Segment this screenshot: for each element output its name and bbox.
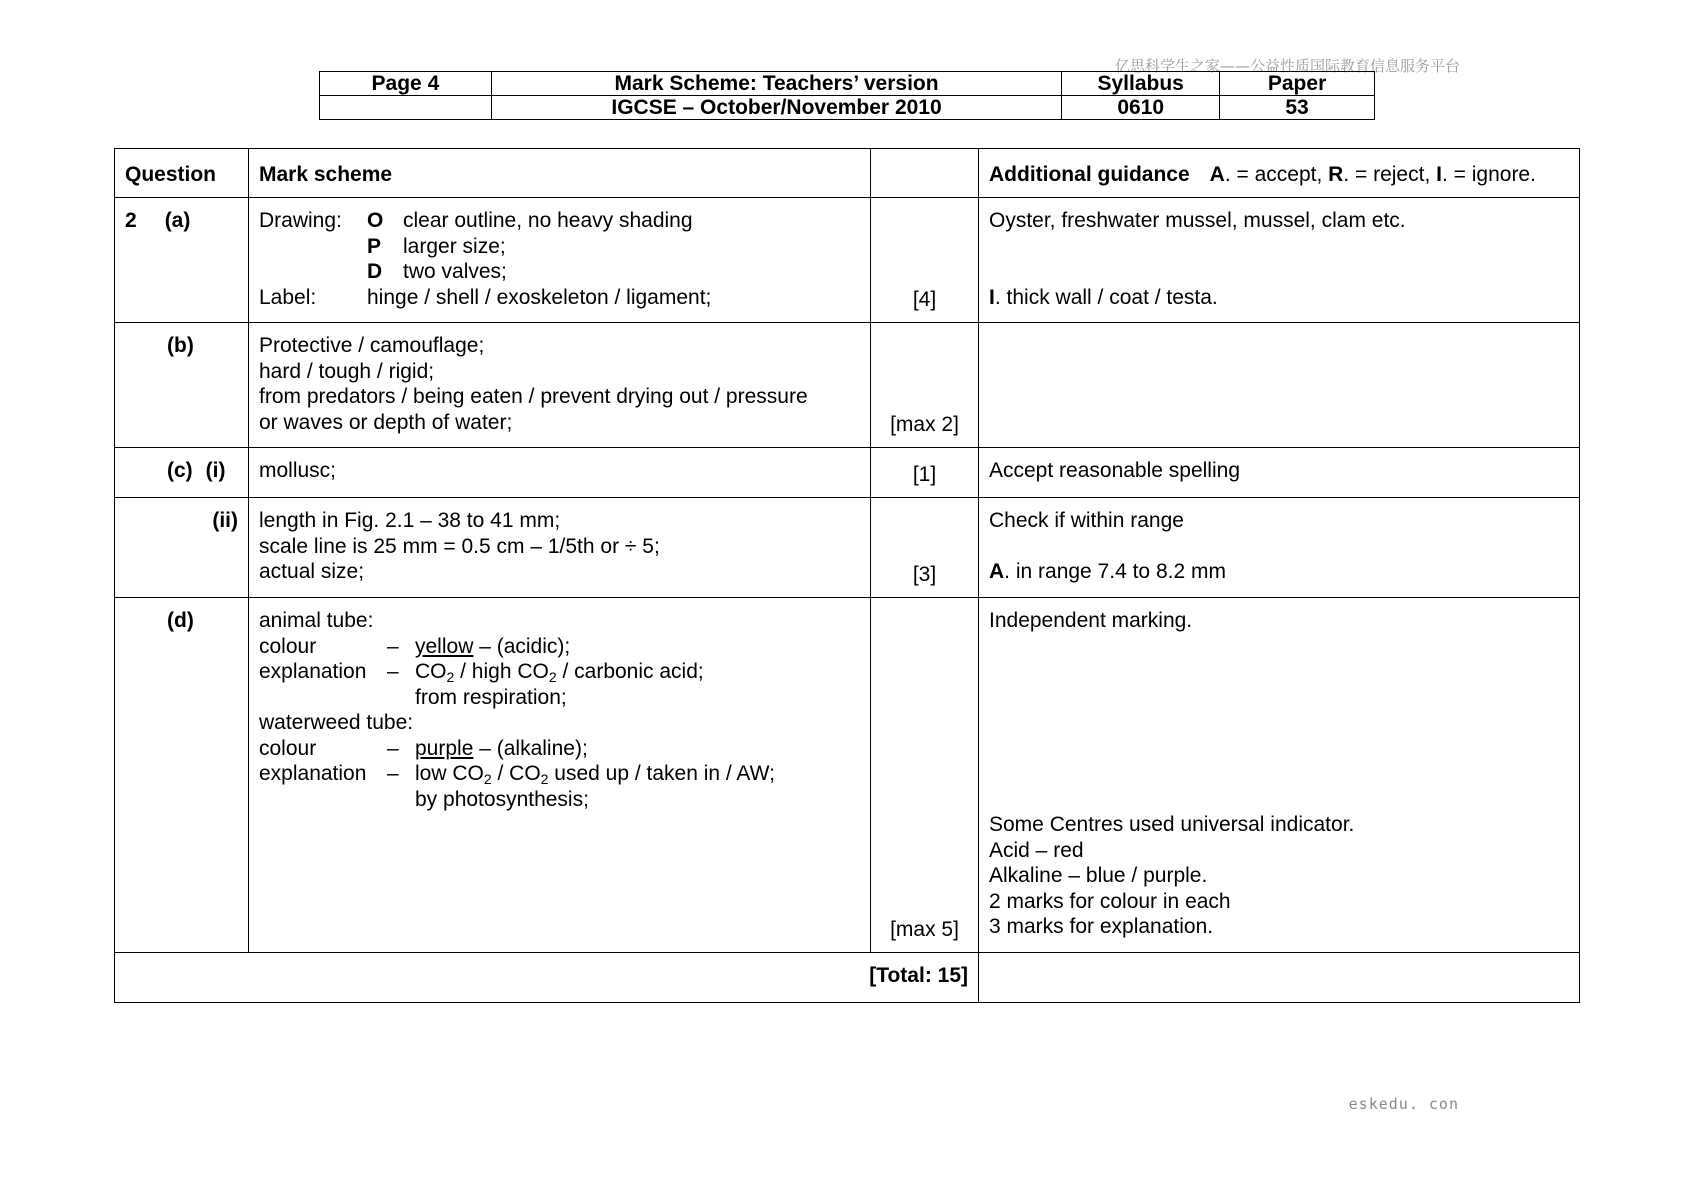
exam-session: IGCSE – October/November 2010 — [491, 96, 1061, 120]
paper-label: Paper — [1220, 72, 1375, 96]
marks-cell: [1] — [871, 448, 979, 498]
question-cell: 2 (a) — [115, 198, 249, 323]
mark-scheme-table — [114, 148, 1580, 1003]
question-cell: (d) — [115, 598, 249, 953]
table-row — [115, 448, 1580, 498]
marks-cell: [3] — [871, 498, 979, 598]
guidance-cell: Check if within range A. in range 7.4 to 8.2 mm — [979, 498, 1580, 598]
question-cell: (c) (i) — [115, 448, 249, 498]
guidance-cell — [979, 953, 1580, 1003]
mark-scheme-cell: Protective / camouflage; hard / tough / rigid; from predators / being eaten / prevent drying out / pressure or waves or depth of water; — [249, 323, 871, 448]
mark-scheme-cell: Drawing: O clear outline, no heavy shading P larger size; D two valves; Label: hinge / shell / exoskeleton / ligament; — [249, 198, 871, 323]
watermark-bottom: eskedu. con — [1348, 1095, 1459, 1113]
table-row — [115, 598, 1580, 953]
total-cell: [Total: 15] — [115, 953, 979, 1003]
marks-header — [871, 149, 979, 198]
mark-scheme-cell: length in Fig. 2.1 – 38 to 41 mm; scale line is 25 mm = 0.5 cm – 1/5th or ÷ 5; actual size; — [249, 498, 871, 598]
page-number: Page 4 — [320, 72, 492, 96]
syllabus-code: 0610 — [1062, 96, 1220, 120]
watermark-top: 亿思科学生之家——公益性质国际教育信息服务平台 — [1114, 57, 1460, 75]
guidance-cell: Accept reasonable spelling — [979, 448, 1580, 498]
marks-cell: [max 2] — [871, 323, 979, 448]
header-table — [319, 71, 1375, 120]
table-row — [115, 323, 1580, 448]
guidance-cell: Oyster, freshwater mussel, mussel, clam etc. I. thick wall / coat / testa. — [979, 198, 1580, 323]
table-row — [115, 498, 1580, 598]
mark-scheme-cell: mollusc; — [249, 448, 871, 498]
table-header-row — [115, 149, 1580, 198]
total-row — [115, 953, 1580, 1003]
header-empty — [320, 96, 492, 120]
guidance-header: Additional guidance A. = accept, R. = reject, I. = ignore. — [979, 149, 1580, 198]
guidance-cell — [979, 323, 1580, 448]
question-header: Question — [115, 149, 249, 198]
document-title: Mark Scheme: Teachers’ version — [491, 72, 1061, 96]
mark-scheme-cell: animal tube: colour – yellow – (acidic); explanation – $CO_2$ / high $CO_2$ / carbonic acid; from respiration; waterweed tube: colour – purple – (alkaline); explanation – low $CO_2 / CO_2$ used up / taken in / AW; by photosynthesis; — [249, 598, 871, 953]
guidance-cell: Independent marking. Some Centres used universal indicator. Acid – red Alkaline – blue / purple. 2 marks for colour in each 3 marks for explanation. — [979, 598, 1580, 953]
marks-cell: [4] — [871, 198, 979, 323]
question-cell: (b) — [115, 323, 249, 448]
marks-cell: [max 5] — [871, 598, 979, 953]
syllabus-label: Syllabus — [1062, 72, 1220, 96]
question-cell: (ii) — [115, 498, 249, 598]
paper-number: 53 — [1220, 96, 1375, 120]
table-row — [115, 198, 1580, 323]
mark-scheme-header: Mark scheme — [249, 149, 871, 198]
